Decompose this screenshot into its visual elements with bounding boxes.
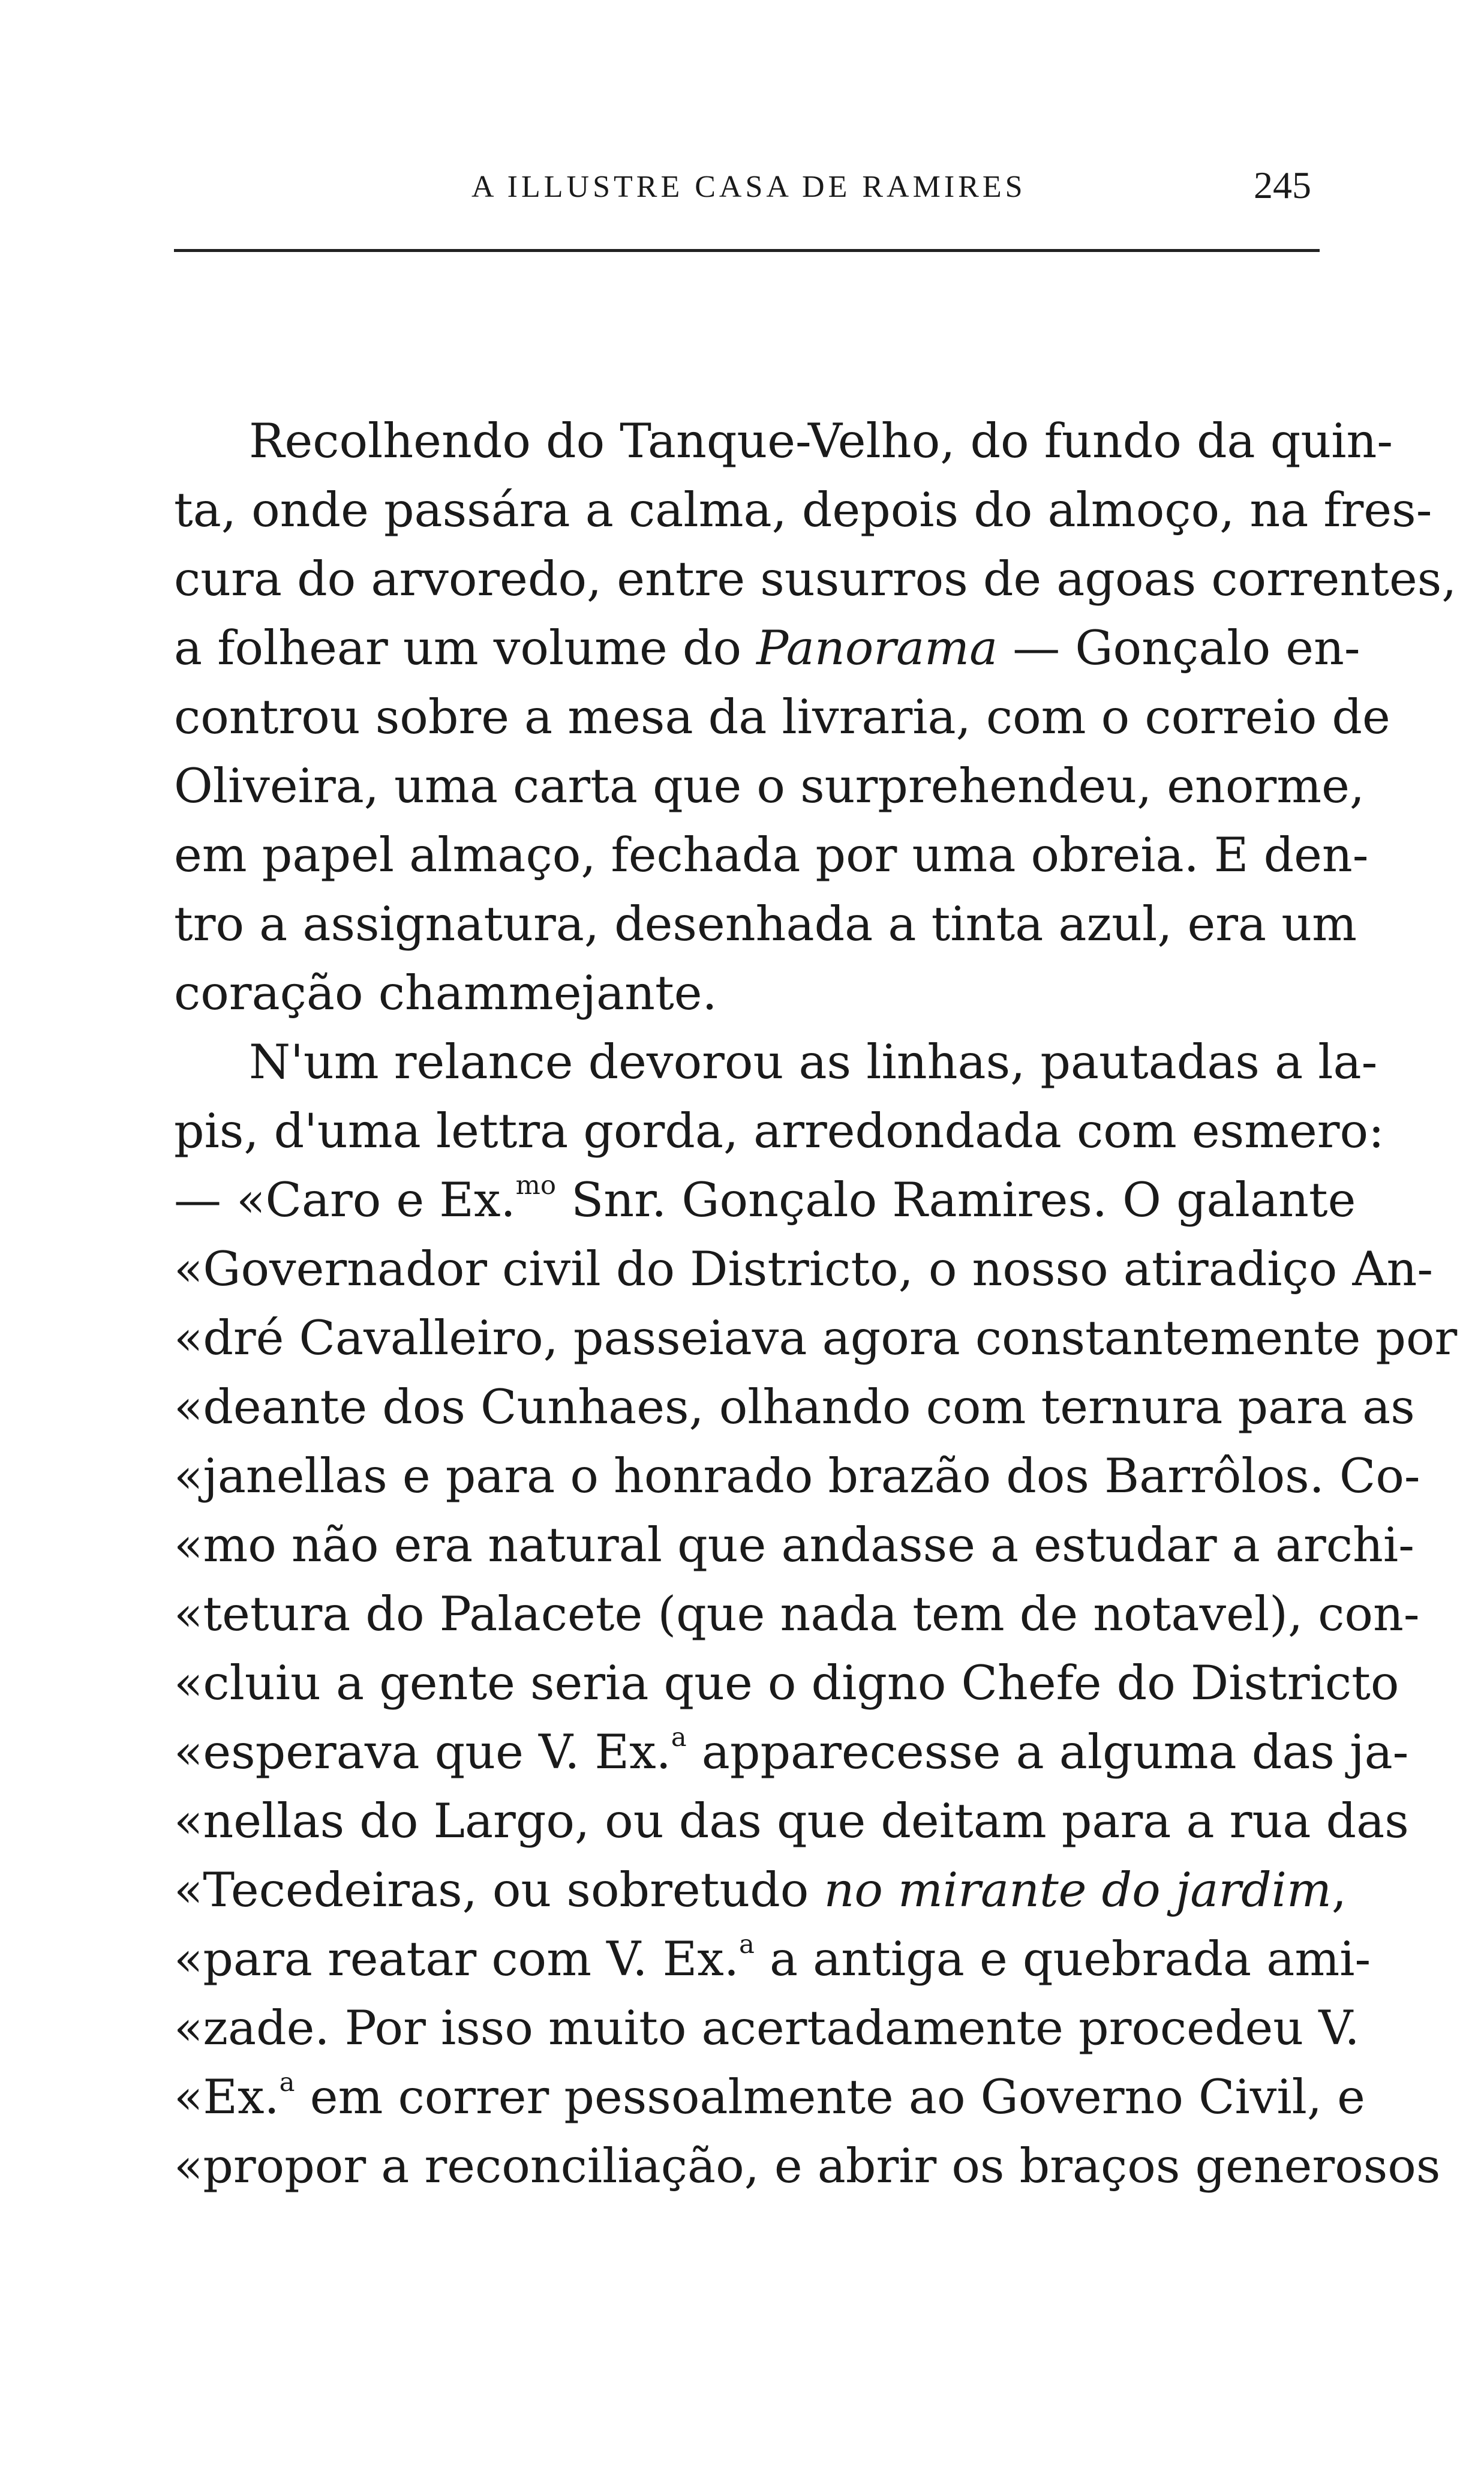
text-line: Oliveira, uma carta que o surprehendeu, enorme, [174,758,1365,814]
text-segment: , [1331,1862,1347,1918]
italic-phrase: no mirante do jardim [824,1862,1332,1918]
body-text [174,407,1458,2201]
superscript: a [279,2068,295,2098]
text-segment: em correr pessoalmente ao Governo Civil, e [295,2069,1365,2125]
header-rule [174,249,1320,252]
text-segment: «Ex. [174,2069,280,2125]
superscript: a [671,1723,687,1753]
text-line [174,1925,1371,1994]
text-line: «tetura do Palacete (que nada tem de notavel), con- [174,1586,1420,1642]
text-segment: — Gonçalo en- [998,620,1360,676]
text-segment: apparecesse a alguma das ja- [686,1724,1409,1780]
text-line: ta, onde passára a calma, depois do almoço, na fres- [174,482,1432,538]
text-segment: a folhear um volume do [174,620,757,676]
text-line: Recolhendo do Tanque-Velho, do fundo da quin- [249,413,1393,469]
text-line [174,1166,1356,1235]
text-segment: «para reatar com V. Ex. [174,1931,739,1987]
superscript: mo [515,1171,556,1201]
superscript: a [738,1930,755,1960]
text-line: «Governador civil do Districto, o nosso atiradiço An- [174,1241,1434,1297]
text-line: «cluiu a gente seria que o digno Chefe do Districto [174,1655,1399,1711]
text-line: em papel almaço, fechada por uma obreia. E den- [174,827,1369,883]
text-line: cura do arvoredo, entre susurros de agoas correntes, [174,551,1457,607]
text-line: N'um relance devorou as linhas, pautadas a la- [249,1034,1378,1090]
text-line: pis, d'uma lettra gorda, arredondada com esmero: [174,1103,1384,1159]
italic-title: Panorama [756,620,998,676]
text-line: controu sobre a mesa da livraria, com o correio de [174,689,1390,745]
text-line [174,2063,1365,2132]
text-line: tro a assignatura, desenhada a tinta azul, era um [174,896,1357,952]
text-line: coração chammejante. [174,965,717,1021]
text-line: «propor a reconciliação, e abrir os braços generosos [174,2138,1441,2194]
text-line: «dré Cavalleiro, passeiava agora constantemente por [174,1310,1458,1366]
text-line [174,614,1360,683]
text-line: «janellas e para o honrado brazão dos Barrôlos. Co- [174,1448,1420,1504]
text-segment: — «Caro e Ex. [174,1172,516,1228]
page-number: 245 [1254,164,1311,206]
text-line [174,1718,1409,1787]
text-segment: «Tecedeiras, ou sobretudo [174,1862,824,1918]
text-line: «nellas do Largo, ou das que deitam para a rua das [174,1793,1409,1849]
text-line [174,1856,1347,1925]
text-line: «deante dos Cunhaes, olhando com ternura para as [174,1379,1415,1435]
text-line: «zade. Por isso muito acertadamente procedeu V. [174,2000,1360,2056]
text-segment: «esperava que V. Ex. [174,1724,671,1780]
running-title: A ILLUSTRE CASA DE RAMIRES [471,170,1026,204]
text-segment: Snr. Gonçalo Ramires. O galante [555,1172,1356,1228]
text-line: «mo não era natural que andasse a estudar a archi- [174,1517,1414,1573]
text-segment: a antiga e quebrada ami- [754,1931,1371,1987]
